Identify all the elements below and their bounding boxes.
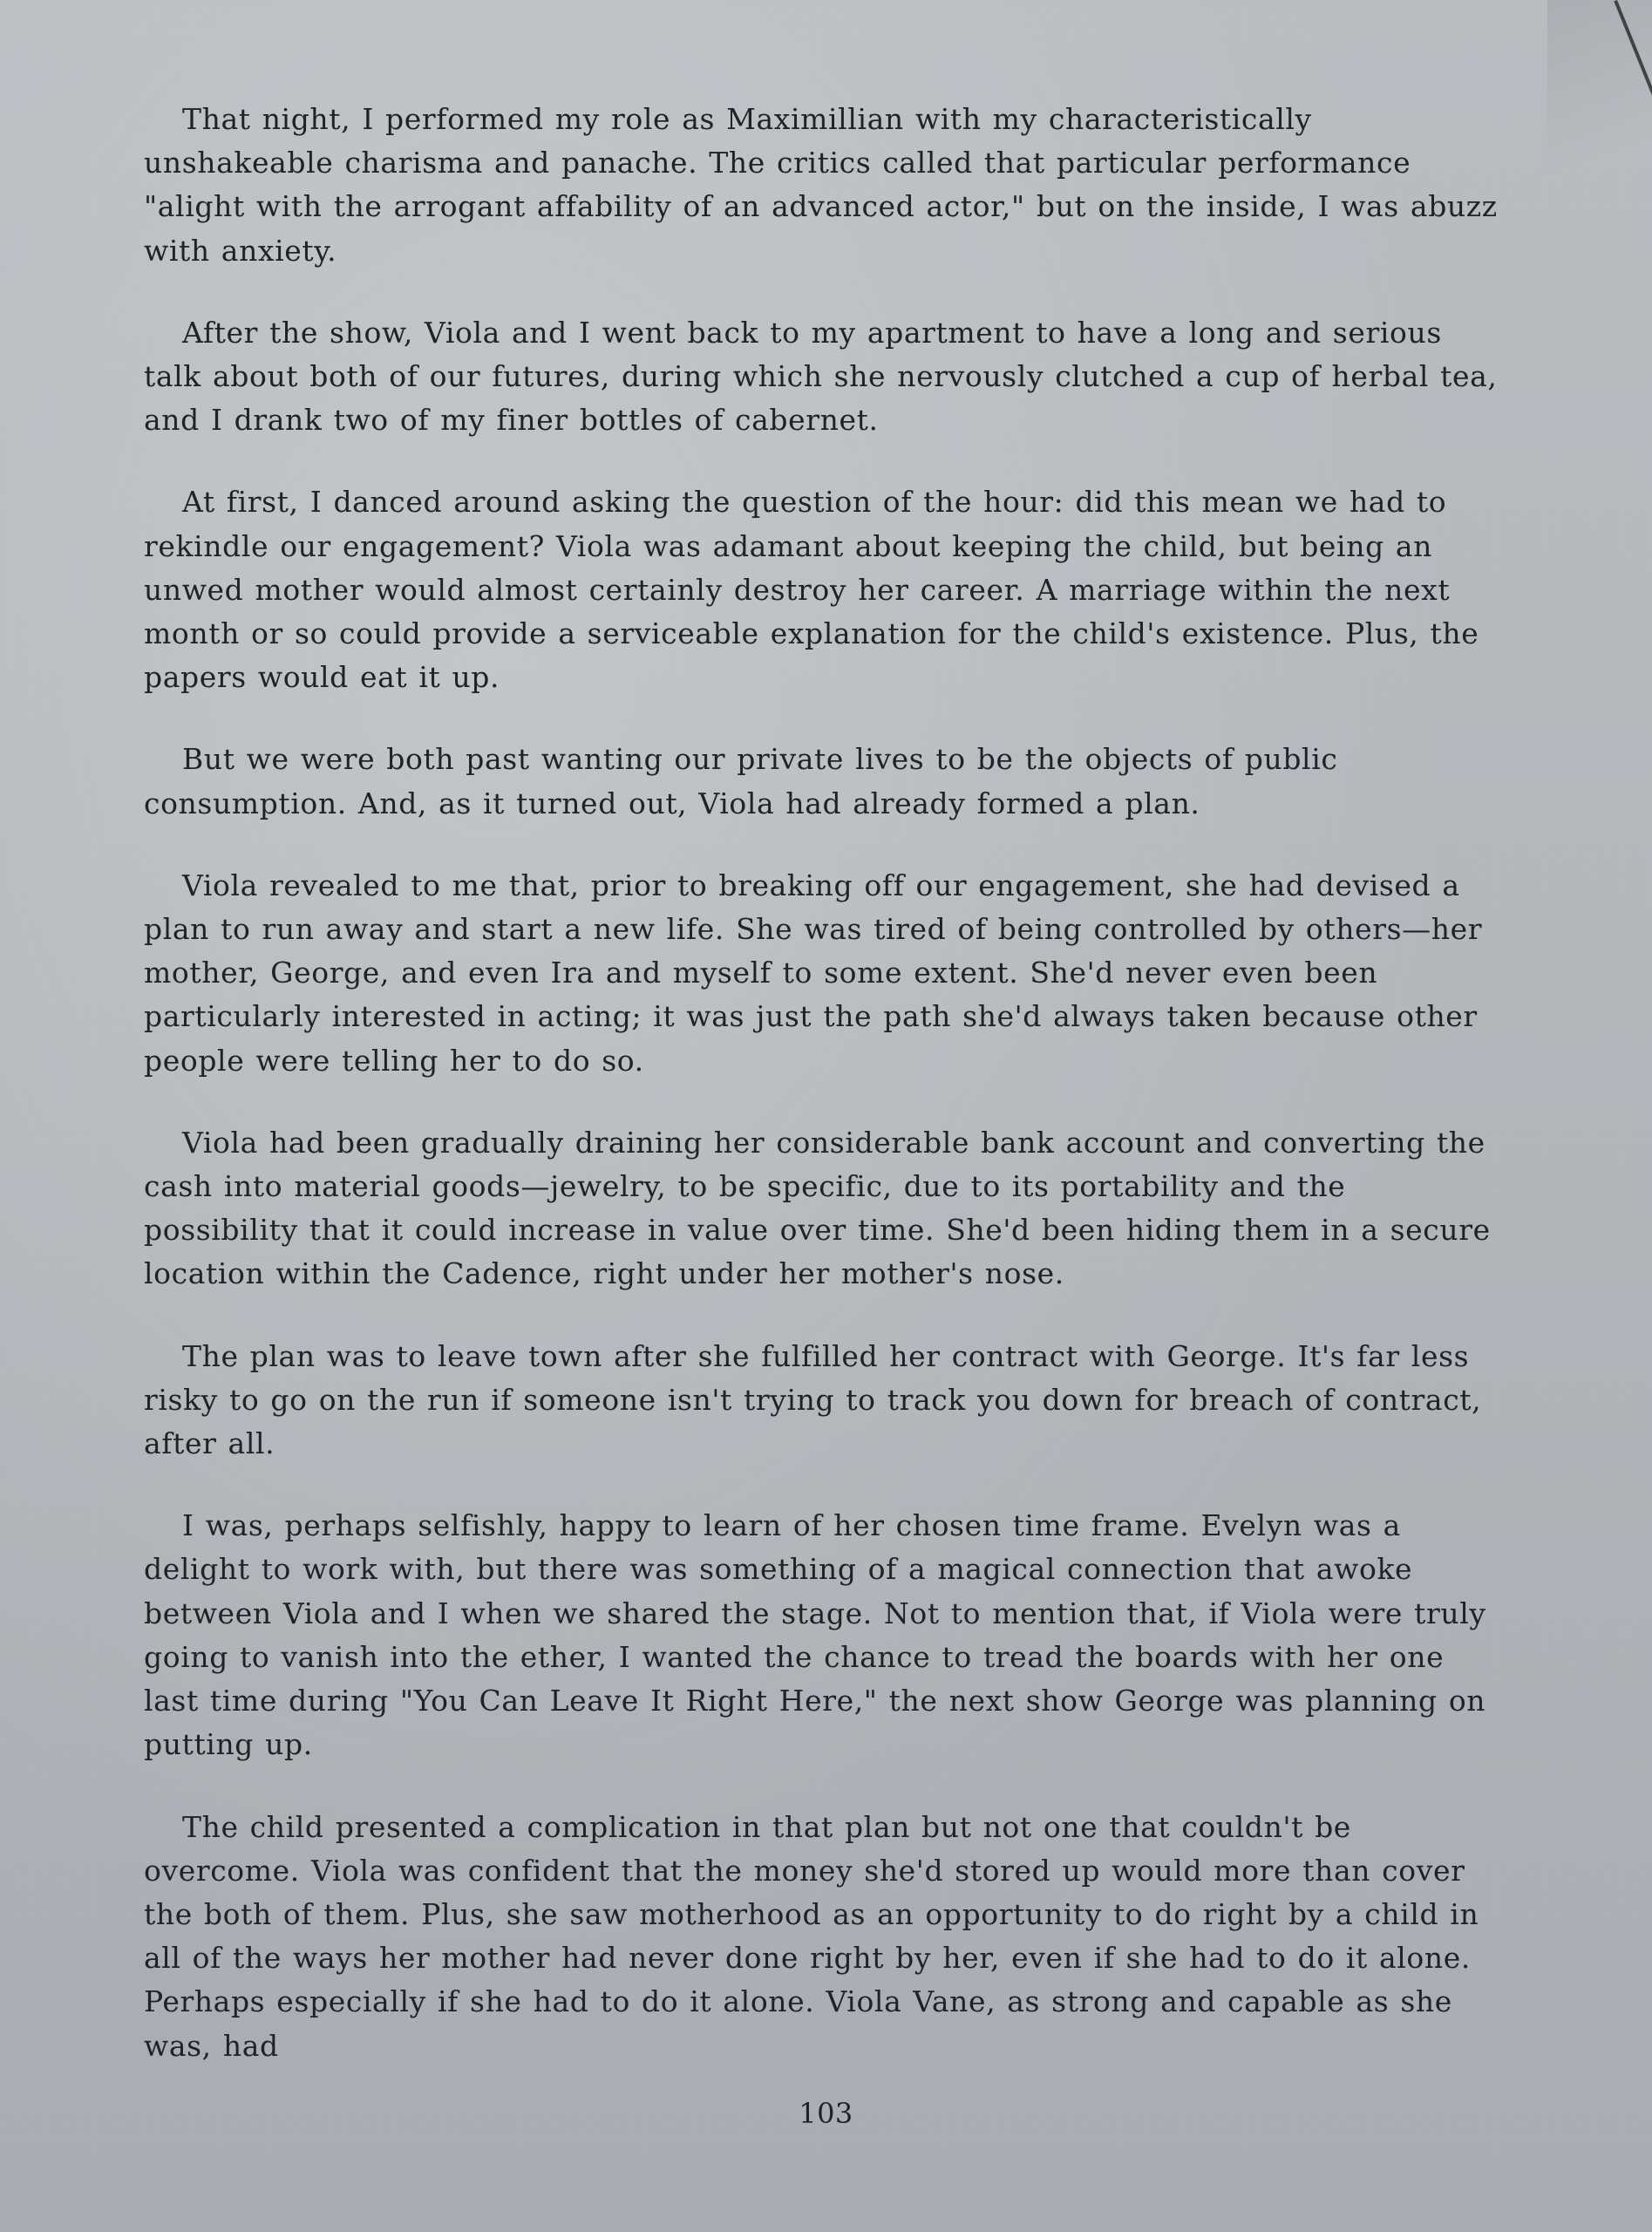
paragraph: Viola had been gradually draining her considerable bank account and converting the cash into material goods—jewelry, to be specific, due to its portability and the possibility that it could increase in value over time. She'd been hiding them in a secure location within the Cadence, right under her mother's nose. (144, 1125, 1491, 1291)
paragraph: After the show, Viola and I went back to my apartment to have a long and serious talk about both of our futures, during which she nervously clutched a cup of herbal tea, and I drank two of my finer bottles of cabernet. (144, 315, 1498, 438)
paragraph: The plan was to leave town after she fulfilled her contract with George. It's far less risky to go on the run if someone isn't trying to track you down for breach of contract, after all. (144, 1338, 1482, 1461)
page-corner-shadow (1547, 0, 1652, 262)
paragraph: The child presented a complication in that plan but not one that couldn't be overcome. Viola was confident that the money she'd stored up would more than cover the both of them. Plus, she saw motherhood as an opportunity to do right by a child in all of the ways her mother had never done right by her, even if she had to do it alone. Perhaps especially if she had to do it alone. Viola Vane, as strong and capable as she was, had (144, 1809, 1479, 2063)
page-number: 103 (799, 2097, 853, 2130)
paragraph: Viola revealed to me that, prior to breaking off our engagement, she had devised a plan to run away and start a new life. She was tired of being controlled by others—her mother, George, and even Ira and myself to some extent. She'd never even been particularly interested in acting; it was just the path she'd always taken because other people were telling her to do so. (144, 868, 1483, 1078)
paragraph: I was, perhaps selfishly, happy to learn of her chosen time frame. Evelyn was a delight to work with, but there was something of a magical connection that awoke between Viola and I when we shared the stage. Not to mention that, if Viola were truly going to vanish into the ether, I wanted the chance to tread the boards with her one last time during "You Can Leave It Right Here," the next show George was planning on putting up. (144, 1508, 1486, 1762)
paragraph: But we were both past wanting our private lives to be the objects of public consumption. And, as it turned out, Viola had already formed a plan. (144, 742, 1338, 820)
body-text (144, 98, 1504, 2106)
paragraph: That night, I performed my role as Maximillian with my characteristically unshakeable charisma and panache. The critics called that particular performance "alight with the arrogant affability of an advanced actor," but on the inside, I was abuzz with anxiety. (144, 102, 1498, 268)
paragraph: At first, I danced around asking the question of the hour: did this mean we had to rekindle our engagement? Viola was adamant about keeping the child, but being an unwed mother would almost certainly destroy her career. A marriage within the next month or so could provide a serviceable explanation for the child's existence. Plus, the papers would eat it up. (144, 485, 1479, 695)
